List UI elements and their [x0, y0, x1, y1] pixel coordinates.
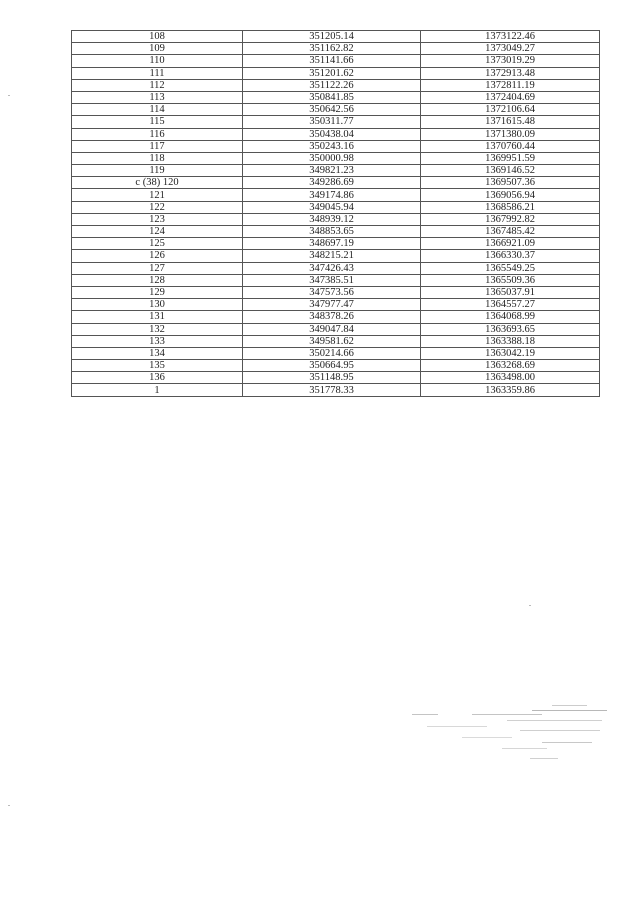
- y-cell: 1365037.91: [421, 286, 600, 298]
- table-row: [72, 128, 600, 140]
- point-cell: 124: [72, 226, 243, 238]
- table-row: [72, 226, 600, 238]
- x-cell: 347977.47: [243, 299, 421, 311]
- x-cell: 350243.16: [243, 140, 421, 152]
- x-cell: 350000.98: [243, 152, 421, 164]
- point-cell: 115: [72, 116, 243, 128]
- x-cell: 348939.12: [243, 213, 421, 225]
- table-row: [72, 311, 600, 323]
- point-cell: 134: [72, 347, 243, 359]
- y-cell: 1369507.36: [421, 177, 600, 189]
- point-cell: 112: [72, 79, 243, 91]
- x-cell: 347573.56: [243, 286, 421, 298]
- x-cell: 349821.23: [243, 165, 421, 177]
- x-cell: 351141.66: [243, 55, 421, 67]
- y-cell: 1364557.27: [421, 299, 600, 311]
- y-cell: 1369951.59: [421, 152, 600, 164]
- x-cell: 351122.26: [243, 79, 421, 91]
- point-cell: 126: [72, 250, 243, 262]
- y-cell: 1368586.21: [421, 201, 600, 213]
- x-cell: 349047.84: [243, 323, 421, 335]
- x-cell: 351778.33: [243, 384, 421, 396]
- y-cell: 1373122.46: [421, 31, 600, 43]
- point-cell: 129: [72, 286, 243, 298]
- table-row: [72, 323, 600, 335]
- point-cell: 110: [72, 55, 243, 67]
- table-row: [72, 104, 600, 116]
- y-cell: 1363693.65: [421, 323, 600, 335]
- x-cell: 350438.04: [243, 128, 421, 140]
- y-cell: 1367485.42: [421, 226, 600, 238]
- x-cell: 350214.66: [243, 347, 421, 359]
- point-cell: 136: [72, 372, 243, 384]
- point-cell: 127: [72, 262, 243, 274]
- y-cell: 1372811.19: [421, 79, 600, 91]
- scan-speck: [8, 95, 10, 96]
- point-cell: 116: [72, 128, 243, 140]
- point-cell: 111: [72, 67, 243, 79]
- point-cell: 108: [72, 31, 243, 43]
- table-row: [72, 67, 600, 79]
- x-cell: 349174.86: [243, 189, 421, 201]
- x-cell: 347385.51: [243, 274, 421, 286]
- y-cell: 1372404.69: [421, 91, 600, 103]
- table-row: [72, 335, 600, 347]
- coordinates-table: [71, 30, 600, 397]
- y-cell: 1373049.27: [421, 43, 600, 55]
- x-cell: 350642.56: [243, 104, 421, 116]
- x-cell: 350311.77: [243, 116, 421, 128]
- x-cell: 348378.26: [243, 311, 421, 323]
- table-row: [72, 116, 600, 128]
- table-row: [72, 274, 600, 286]
- table-row: [72, 91, 600, 103]
- table-row: [72, 372, 600, 384]
- point-cell: c (38) 120: [72, 177, 243, 189]
- table-row: [72, 165, 600, 177]
- y-cell: 1363359.86: [421, 384, 600, 396]
- x-cell: 351148.95: [243, 372, 421, 384]
- y-cell: 1373019.29: [421, 55, 600, 67]
- x-cell: 350664.95: [243, 360, 421, 372]
- point-cell: 128: [72, 274, 243, 286]
- point-cell: 133: [72, 335, 243, 347]
- point-cell: 125: [72, 238, 243, 250]
- y-cell: 1363268.69: [421, 360, 600, 372]
- point-cell: 131: [72, 311, 243, 323]
- faint-stamp-signature: [412, 700, 612, 770]
- x-cell: 347426.43: [243, 262, 421, 274]
- table-row: [72, 177, 600, 189]
- scan-speck: [8, 805, 10, 806]
- point-cell: 119: [72, 165, 243, 177]
- table-row: [72, 299, 600, 311]
- table-row: [72, 286, 600, 298]
- table-row: [72, 238, 600, 250]
- y-cell: 1363388.18: [421, 335, 600, 347]
- y-cell: 1364068.99: [421, 311, 600, 323]
- y-cell: 1365509.36: [421, 274, 600, 286]
- y-cell: 1371615.48: [421, 116, 600, 128]
- table-row: [72, 189, 600, 201]
- table-row: [72, 250, 600, 262]
- table-row: [72, 55, 600, 67]
- table-row: [72, 152, 600, 164]
- point-cell: 114: [72, 104, 243, 116]
- x-cell: 348215.21: [243, 250, 421, 262]
- point-cell: 109: [72, 43, 243, 55]
- point-cell: 132: [72, 323, 243, 335]
- table-row: [72, 262, 600, 274]
- table-row: [72, 43, 600, 55]
- x-cell: 351162.82: [243, 43, 421, 55]
- x-cell: 351201.62: [243, 67, 421, 79]
- y-cell: 1369146.52: [421, 165, 600, 177]
- x-cell: 348853.65: [243, 226, 421, 238]
- table-row: [72, 201, 600, 213]
- x-cell: 350841.85: [243, 91, 421, 103]
- y-cell: 1366921.09: [421, 238, 600, 250]
- y-cell: 1363498.00: [421, 372, 600, 384]
- table-row: [72, 384, 600, 396]
- point-cell: 122: [72, 201, 243, 213]
- y-cell: 1372913.48: [421, 67, 600, 79]
- table-row: [72, 360, 600, 372]
- x-cell: 348697.19: [243, 238, 421, 250]
- x-cell: 349045.94: [243, 201, 421, 213]
- scan-speck: [529, 605, 531, 606]
- point-cell: 121: [72, 189, 243, 201]
- point-cell: 117: [72, 140, 243, 152]
- x-cell: 349581.62: [243, 335, 421, 347]
- x-cell: 349286.69: [243, 177, 421, 189]
- table-row: [72, 140, 600, 152]
- table-row: [72, 347, 600, 359]
- table-row: [72, 31, 600, 43]
- y-cell: 1367992.82: [421, 213, 600, 225]
- table-row: [72, 213, 600, 225]
- point-cell: 118: [72, 152, 243, 164]
- y-cell: 1363042.19: [421, 347, 600, 359]
- point-cell: 1: [72, 384, 243, 396]
- table-row: [72, 79, 600, 91]
- coordinates-table-body: [72, 31, 600, 397]
- y-cell: 1372106.64: [421, 104, 600, 116]
- x-cell: 351205.14: [243, 31, 421, 43]
- point-cell: 130: [72, 299, 243, 311]
- y-cell: 1366330.37: [421, 250, 600, 262]
- y-cell: 1365549.25: [421, 262, 600, 274]
- y-cell: 1371380.09: [421, 128, 600, 140]
- point-cell: 123: [72, 213, 243, 225]
- y-cell: 1370760.44: [421, 140, 600, 152]
- point-cell: 135: [72, 360, 243, 372]
- y-cell: 1369056.94: [421, 189, 600, 201]
- point-cell: 113: [72, 91, 243, 103]
